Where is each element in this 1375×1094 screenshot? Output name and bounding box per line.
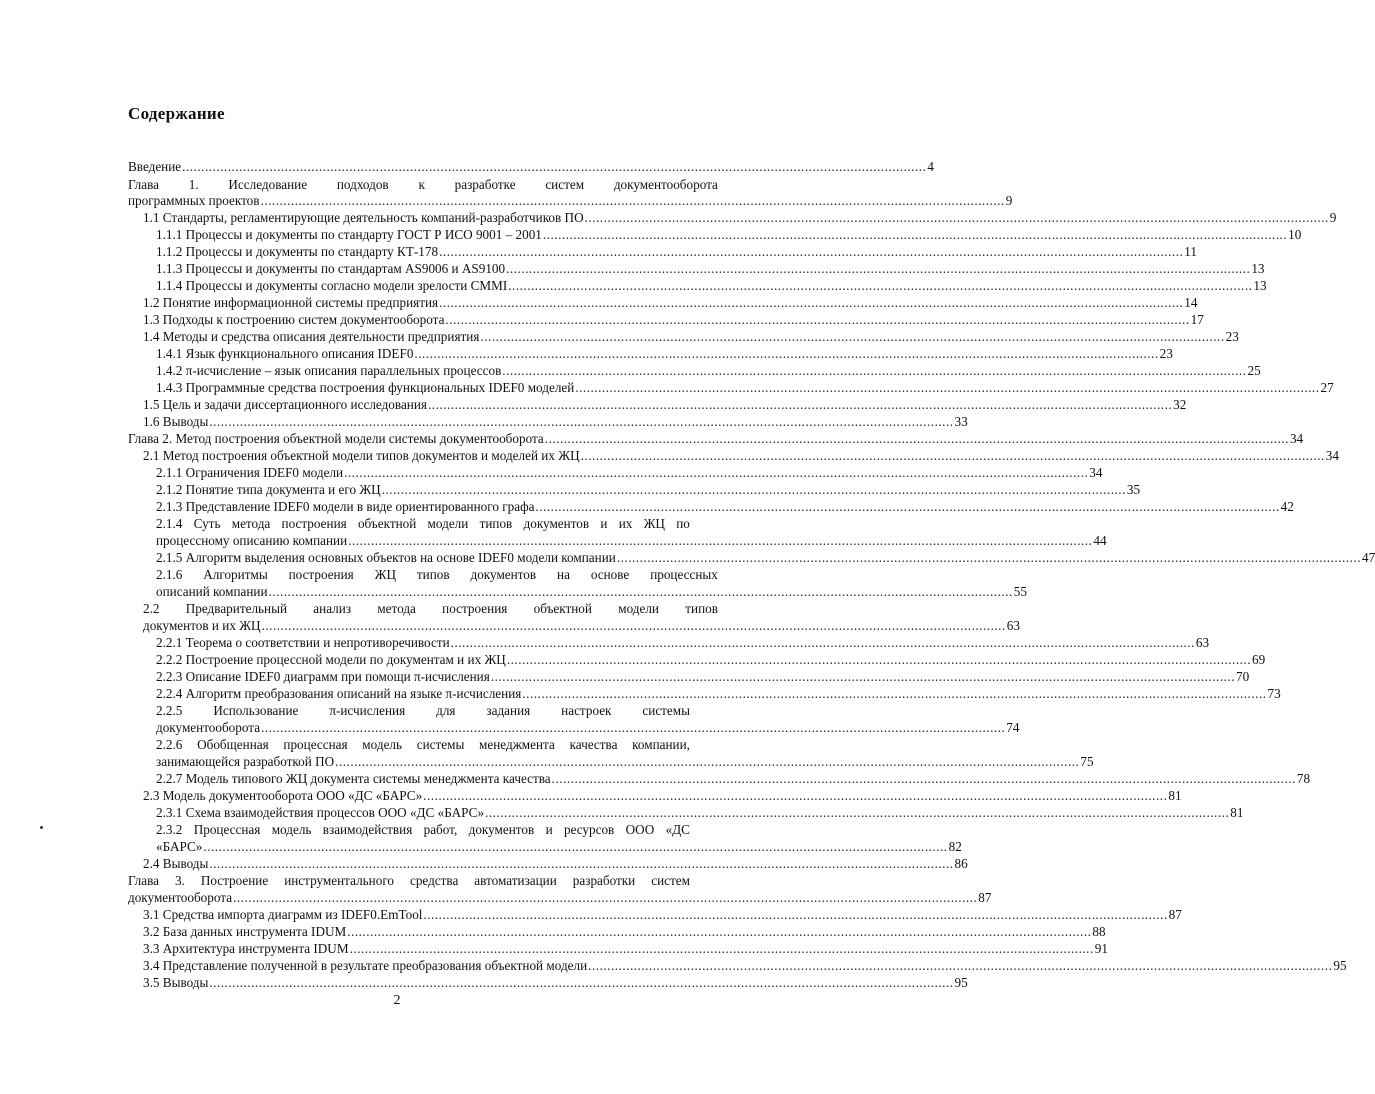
toc-entry-page: 13 [1253,278,1267,293]
toc-entry: 1.1.3 Процессы и документы по стандартам AS9006 и AS9100 .................................................................................................................................................................................................... 13 [156,261,1265,276]
toc-entry: 2.1.4 Суть метода построения объектной модели типов документов и их ЖЦ по [156,516,690,531]
page-title: Содержание [128,104,225,123]
toc-entry-title: 3.3 Архитектура инструмента IDUM [143,941,349,956]
toc-entry-title: 3.1 Средства импорта диаграмм из IDEF0.EmTool [143,907,423,922]
toc-entry-page: 86 [954,856,968,871]
toc-entry: Введение .................................................................................................................................................................................................... 4 [128,159,934,174]
toc-entry: 1.5 Цель и задачи диссертационного исследования .................................................................................................................................................................................................... 32 [143,397,1187,412]
toc-entry-title: документов и их ЖЦ [143,618,261,633]
toc-entry-title: 1.4.3 Программные средства построения функциональных IDEF0 моделей [156,380,575,395]
toc-entry-title: Введение [128,159,182,174]
toc-entry-title: 1.5 Цель и задачи диссертационного исследования [143,397,427,412]
toc-entry-title: процессному описанию компании [156,533,348,548]
toc-entry: Глава 1. Исследование подходов к разработке систем документооборота [128,177,718,192]
toc-entry: 2.1.6 Алгоритмы построения ЖЦ типов документов на основе процессных [156,567,718,582]
toc-entry: 1.1.4 Процессы и документы согласно модели зрелости CMMI .................................................................................................................................................................................................... 13 [156,278,1267,293]
toc-entry-page: 95 [1333,958,1347,973]
toc-entry: 1.4.2 π-исчисление – язык описания параллельных процессов .................................................................................................................................................................................................... 25 [156,363,1261,378]
toc-entry: 1.3 Подходы к построению систем документооборота .................................................................................................................................................................................................... 17 [143,312,1204,327]
toc-entry-page: 23 [1225,329,1239,344]
toc-entry: 2.2.3 Описание IDEF0 диаграмм при помощи π-исчисления .................................................................................................................................................................................................... 70 [156,669,1250,684]
toc-entry: 2.4 Выводы .................................................................................................................................................................................................... 86 [143,856,968,871]
toc-entry-page: 73 [1267,686,1281,701]
toc-entry: 1.4.3 Программные средства построения функциональных IDEF0 моделей .................................................................................................................................................................................................... 27 [156,380,1334,395]
toc-entry: 2.3 Модель документооборота ООО «ДС «БАРС» .................................................................................................................................................................................................... 81 [143,788,1182,803]
toc-entry-title: 1.4.2 π-исчисление – язык описания параллельных процессов [156,363,502,378]
toc-entry-title: документооборота [156,720,261,735]
toc-entry: 1.4.1 Язык функционального описания IDEF0 .................................................................................................................................................................................................... 23 [156,346,1173,361]
toc-entry-title: 1.3 Подходы к построению систем документооборота [143,312,445,327]
toc-entry-title: Глава 2. Метод построения объектной модели системы документооборота [128,431,544,446]
toc-entry: 2.2.6 Обобщенная процессная модель системы менеджмента качества компании, [156,737,690,752]
toc-entry-title: программных проектов [128,193,260,208]
toc-entry-title: 1.2 Понятие информационной системы предприятия [143,295,439,310]
toc-entry-title: описаний компании [156,584,268,599]
toc-entry: 2.1.1 Ограничения IDEF0 модели .................................................................................................................................................................................................... 34 [156,465,1103,480]
toc-entry-title: 1.4.1 Язык функционального описания IDEF0 [156,346,414,361]
toc-entry-title: 1.1.1 Процессы и документы по стандарту ГОСТ Р ИСО 9001 – 2001 [156,227,542,242]
toc-entry-title: 2.2.1 Теорема о соответствии и непротиворечивости [156,635,450,650]
toc-entry-title: 1.1 Стандарты, регламентирующие деятельность компаний-разработчиков ПО [143,210,584,225]
toc-entry-title: 2.2.7 Модель типового ЖЦ документа системы менеджмента качества [156,771,551,786]
toc-entry: 1.1.2 Процессы и документы по стандарту КТ-178 .................................................................................................................................................................................................... 11 [156,244,1197,259]
toc-entry-page: 9 [1329,210,1337,225]
toc-entry-page: 87 [1168,907,1182,922]
toc-entry-title: 1.1.2 Процессы и документы по стандарту КТ-178 [156,244,439,259]
toc-entry-page: 87 [978,890,992,905]
toc-entry-title: 2.2.4 Алгоритм преобразования описаний на языке π-исчисления [156,686,522,701]
toc-entry-title: 2.3 Модель документооборота ООО «ДС «БАРС» [143,788,423,803]
toc-entry: Глава 2. Метод построения объектной модели системы документооборота .................................................................................................................................................................................................... 34 [128,431,1304,446]
toc-entry-page: 75 [1080,754,1094,769]
toc-entry-title: 3.2 База данных инструмента IDUM [143,924,347,939]
toc-entry-page: 47 [1362,550,1375,565]
scan-speck [40,826,43,829]
toc-entry-page: 4 [927,159,934,174]
toc-entry-title: «БАРС» [156,839,203,854]
toc-entry-page: 11 [1184,244,1197,259]
toc-entry-page: 88 [1092,924,1106,939]
toc-entry: 1.6 Выводы .................................................................................................................................................................................................... 33 [143,414,968,429]
toc-entry: 3.3 Архитектура инструмента IDUM .................................................................................................................................................................................................... 91 [143,941,1108,956]
toc-entry: 3.4 Представление полученной в результате преобразования объектной модели .................................................................................................................................................................................................... 95 [143,958,1347,973]
toc-entry-title: 1.1.4 Процессы и документы согласно модели зрелости CMMI [156,278,508,293]
toc-entry: 2.3.1 Схема взаимодействия процессов ООО «ДС «БАРС» .................................................................................................................................................................................................... 81 [156,805,1244,820]
toc-entry-page: 10 [1288,227,1302,242]
toc-entry-page: 55 [1013,584,1027,599]
toc-entry-page: 81 [1168,788,1182,803]
toc-entry: 2.1.5 Алгоритм выделения основных объектов на основе IDEF0 модели компании .................................................................................................................................................................................................... 47 [156,550,1375,565]
toc-entry-page: 35 [1126,482,1141,497]
toc-entry-title: документооборота [128,890,233,905]
toc-entry-title: 2.4 Выводы [143,856,209,871]
toc-entry-page: 69 [1252,652,1266,667]
toc-entry: описаний компании .................................................................................................................................................................................................... 55 [156,584,1027,599]
toc-entry: 2.2 Предварительный анализ метода построения объектной модели типов [143,601,718,616]
toc-entry-page: 34 [1289,431,1304,446]
toc-entry: 2.1.3 Представление IDEF0 модели в виде ориентированного графа .................................................................................................................................................................................................... 42 [156,499,1294,514]
toc-entry: 2.2.4 Алгоритм преобразования описаний на языке π-исчисления .................................................................................................................................................................................................... 73 [156,686,1281,701]
toc-entry-page: 95 [954,975,968,990]
toc-entry: 1.2 Понятие информационной системы предприятия .................................................................................................................................................................................................... 14 [143,295,1198,310]
toc-entry: документооборота .................................................................................................................................................................................................... 87 [128,890,992,905]
toc-entry-title: 2.1.3 Представление IDEF0 модели в виде ориентированного графа [156,499,535,514]
toc-entry-page: 63 [1195,635,1210,650]
page-number: 2 [393,993,401,1008]
toc-entry-page: 81 [1230,805,1244,820]
toc-entry: программных проектов .................................................................................................................................................................................................... 9 [128,193,1013,208]
toc-entry: Глава 3. Построение инструментального средства автоматизации разработки систем [128,873,690,888]
toc-entry: 1.1.1 Процессы и документы по стандарту ГОСТ Р ИСО 9001 – 2001 .................................................................................................................................................................................................... 10 [156,227,1302,242]
toc-entry-page: 63 [1006,618,1020,633]
toc-entry-title: 2.1.1 Ограничения IDEF0 модели [156,465,344,480]
toc-entry-page: 34 [1325,448,1339,463]
toc-entry: документов и их ЖЦ .................................................................................................................................................................................................... 63 [143,618,1020,633]
toc-entry-page: 91 [1094,941,1108,956]
toc-entry-page: 78 [1296,771,1311,786]
toc-entry-title: 3.5 Выводы [143,975,209,990]
toc-entry-page: 13 [1251,261,1265,276]
toc-entry: 2.2.5 Использование π-исчисления для задания настроек системы [156,703,690,718]
toc-entry-title: 1.6 Выводы [143,414,209,429]
toc-entry-title: 1.4 Методы и средства описания деятельности предприятия [143,329,480,344]
toc-entry-page: 14 [1184,295,1198,310]
toc-entry-page: 9 [1005,193,1013,208]
toc-entry: 2.3.2 Процессная модель взаимодействия работ, документов и ресурсов ООО «ДС [156,822,690,837]
toc-entry: 2.2.7 Модель типового ЖЦ документа системы менеджмента качества .................................................................................................................................................................................................... 78 [156,771,1311,786]
toc-entry-page: 23 [1159,346,1173,361]
toc-entry-page: 82 [948,839,962,854]
toc-entry: документооборота .................................................................................................................................................................................................... 74 [156,720,1020,735]
toc-entry-title: 3.4 Представление полученной в результате преобразования объектной модели [143,958,588,973]
toc-entry: 2.1 Метод построения объектной модели типов документов и моделей их ЖЦ .................................................................................................................................................................................................... 34 [143,448,1339,463]
toc-entry: 3.5 Выводы .................................................................................................................................................................................................... 95 [143,975,968,990]
toc-entry: процессному описанию компании .................................................................................................................................................................................................... 44 [156,533,1107,548]
toc-entry-page: 17 [1190,312,1204,327]
toc-entry-page: 74 [1006,720,1020,735]
toc-entry-page: 25 [1247,363,1261,378]
toc-entry-title: занимающейся разработкой ПО [156,754,335,769]
toc-entry-page: 27 [1320,380,1334,395]
toc-entry-page: 44 [1093,533,1107,548]
toc-entry: 3.2 База данных инструмента IDUM .................................................................................................................................................................................................... 88 [143,924,1106,939]
toc-entry: 2.2.1 Теорема о соответствии и непротиворечивости .................................................................................................................................................................................................... 63 [156,635,1210,650]
toc-entry-title: 2.2.3 Описание IDEF0 диаграмм при помощи π-исчисления [156,669,490,684]
toc-entry-page: 32 [1173,397,1187,412]
toc-entry: 2.1.2 Понятие типа документа и его ЖЦ .................................................................................................................................................................................................... 35 [156,482,1141,497]
toc-entry: 3.1 Средства импорта диаграмм из IDEF0.EmTool .................................................................................................................................................................................................... 87 [143,907,1182,922]
toc-entry-title: 2.1.2 Понятие типа документа и его ЖЦ [156,482,381,497]
toc-entry-page: 70 [1236,669,1250,684]
toc-entry-page: 33 [954,414,968,429]
toc-entry: 1.1 Стандарты, регламентирующие деятельность компаний-разработчиков ПО .................................................................................................................................................................................................... 9 [143,210,1337,225]
toc-entry-title: 2.1.5 Алгоритм выделения основных объектов на основе IDEF0 модели компании [156,550,616,565]
toc-entry-page: 34 [1089,465,1103,480]
toc-entry: 2.2.2 Построение процессной модели по документам и их ЖЦ .................................................................................................................................................................................................... 69 [156,652,1266,667]
toc-entry-title: 2.3.1 Схема взаимодействия процессов ООО «ДС «БАРС» [156,805,485,820]
toc-entry: «БАРС» .................................................................................................................................................................................................... 82 [156,839,962,854]
toc-entry-title: 2.2.2 Построение процессной модели по документам и их ЖЦ [156,652,506,667]
toc-entry: 1.4 Методы и средства описания деятельности предприятия .................................................................................................................................................................................................... 23 [143,329,1239,344]
toc-entry-page: 42 [1280,499,1294,514]
toc-entry-title: 1.1.3 Процессы и документы по стандартам AS9006 и AS9100 [156,261,506,276]
toc-entry-title: 2.1 Метод построения объектной модели типов документов и моделей их ЖЦ [143,448,580,463]
toc-entry: занимающейся разработкой ПО .................................................................................................................................................................................................... 75 [156,754,1094,769]
